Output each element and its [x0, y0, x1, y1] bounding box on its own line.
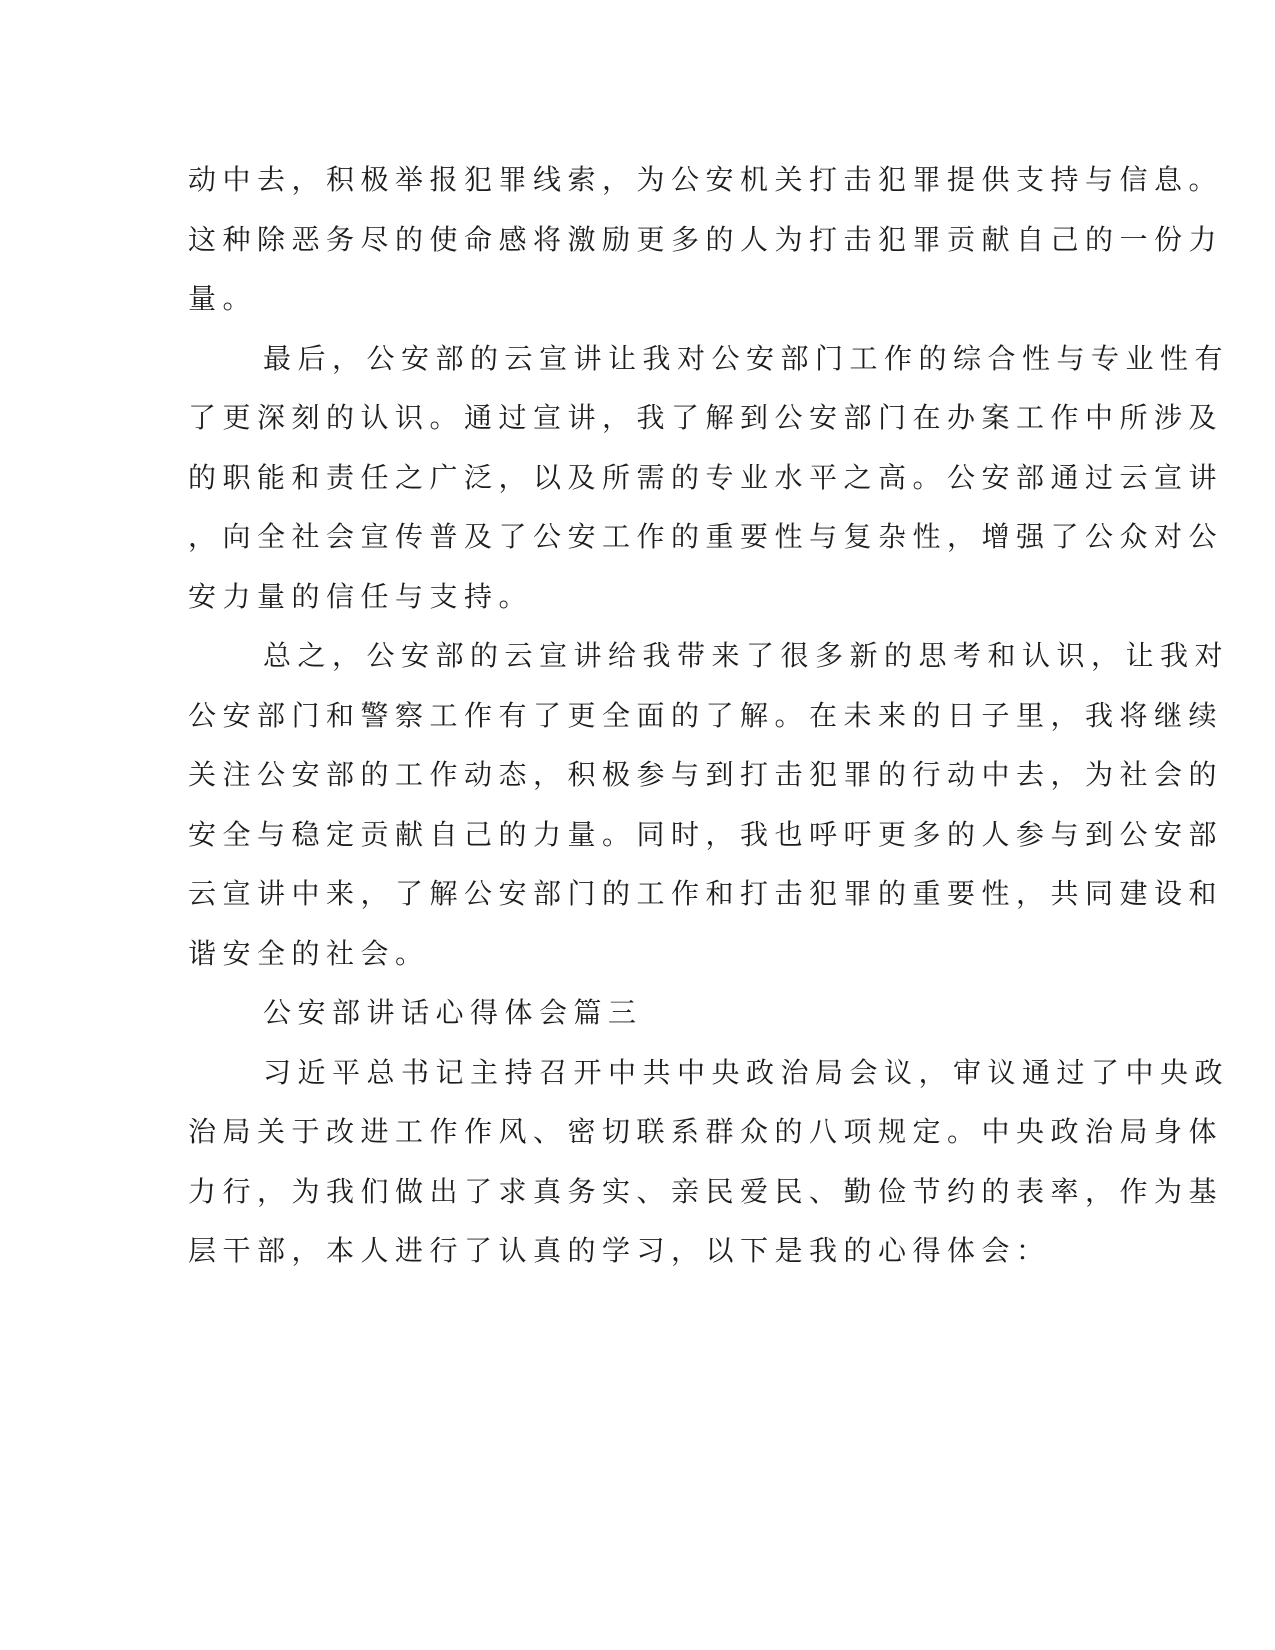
text-line: 谐安全的社会。: [188, 937, 430, 970]
text-line: 安力量的信任与支持。: [188, 580, 534, 613]
paragraph-first-line: 习近平总书记主持召开中共中央政治局会议，审议通过了中央政: [263, 1056, 1230, 1089]
text-line: 的职能和责任之广泛，以及所需的专业水平之高。公安部通过云宣讲: [188, 461, 1224, 494]
text-line: 这种除恶务尽的使命感将激励更多的人为打击犯罪贡献自己的一份力: [188, 223, 1224, 256]
text-line: 治局关于改进工作作风、密切联系群众的八项规定。中央政治局身体: [188, 1115, 1224, 1148]
paragraph-first-line: 总之，公安部的云宣讲给我带来了很多新的思考和认识，让我对: [263, 639, 1230, 672]
text-line: 量。: [188, 282, 258, 315]
section-heading: 公安部讲话心得体会篇三: [263, 996, 643, 1029]
text-line: 关注公安部的工作动态，积极参与到打击犯罪的行动中去，为社会的: [188, 758, 1224, 791]
paragraph-first-line: 最后，公安部的云宣讲让我对公安部门工作的综合性与专业性有: [263, 342, 1230, 375]
text-line: 了更深刻的认识。通过宣讲，我了解到公安部门在办案工作中所涉及: [188, 401, 1224, 434]
text-line: 云宣讲中来，了解公安部门的工作和打击犯罪的重要性，共同建设和: [188, 877, 1224, 910]
text-line: 安全与稳定贡献自己的力量。同时，我也呼吁更多的人参与到公安部: [188, 818, 1224, 851]
text-line: 力行，为我们做出了求真务实、亲民爱民、勤俭节约的表率，作为基: [188, 1175, 1224, 1208]
text-line: 公安部门和警察工作有了更全面的了解。在未来的日子里，我将继续: [188, 699, 1224, 732]
text-line: 动中去，积极举报犯罪线索，为公安机关打击犯罪提供支持与信息。: [188, 163, 1224, 196]
text-line: 层干部，本人进行了认真的学习，以下是我的心得体会：: [188, 1234, 1051, 1267]
text-line: ，向全社会宣传普及了公安工作的重要性与复杂性，增强了公众对公: [188, 520, 1224, 553]
